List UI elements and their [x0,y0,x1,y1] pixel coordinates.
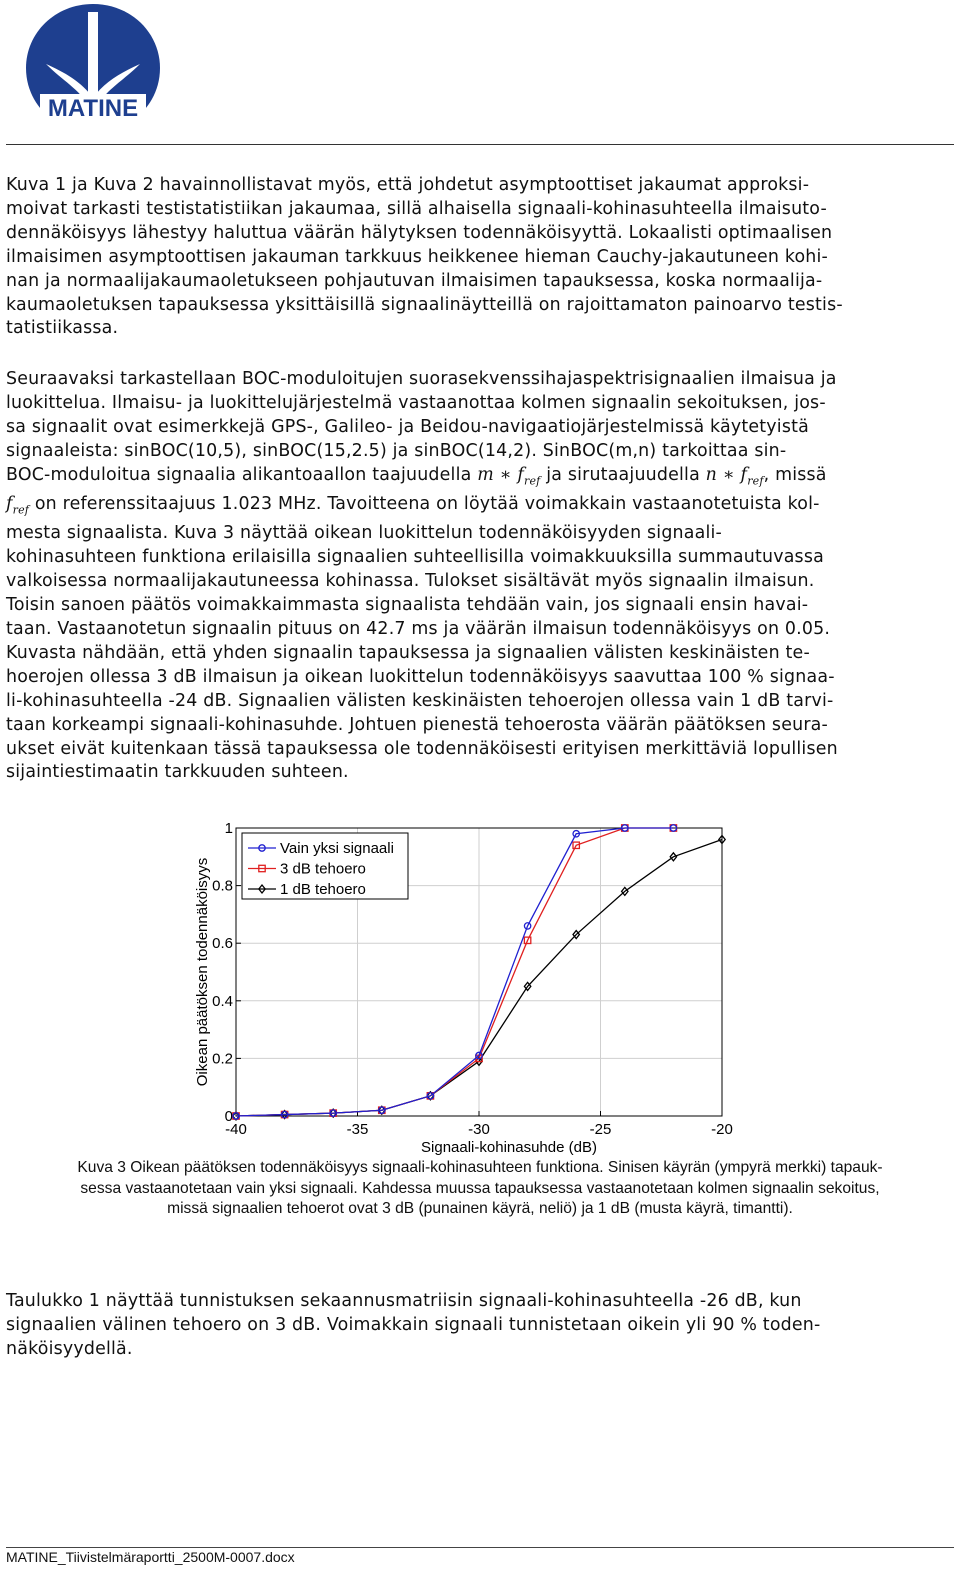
math-base: n ∗ f [705,464,748,485]
y-tick-label: 0.2 [212,1050,233,1068]
x-tick-label: -35 [346,1121,369,1138]
legend-label: 3 dB tehoero [280,860,366,878]
y-tick-label: 0 [224,1108,233,1125]
math-m-fref [477,464,541,488]
text-line: moivat tarkasti testistatistiikan jakaumaa, sillä alhaisella signaali-kohinasuhteella ilmaisuto- [6,198,827,219]
text-line: kohinasuhteen funktiona erilaisilla signaalien suhteellisilla voimakkuuksilla summautuvassa [6,547,824,568]
text-line: nan ja normaalijakaumaoletukseen pohjautuvan ilmaisimen tapauksessa, koska normaalija- [6,270,823,291]
legend-label: Vain yksi signaali [280,840,394,857]
figure-caption [10,1158,950,1220]
footer-filename: MATINE_Tiivistelmäraportti_2500M-0007.docx [6,1549,295,1565]
text-line: sa signaalit ovat esimerkkejä GPS-, Galileo- ja Beidou-navigaatiojärjestelmissä käytetyistä [6,416,809,437]
text-line: luokittelua. Ilmaisu- ja luokittelujärjestelmä vastaanottaa kolmen signaalin sekoituksen, jos- [6,392,826,413]
text-line: ilmaisimen asymptoottisen jakauman tarkkuus heikkenee hieman Cauchy-jakautuneen kohi- [6,246,829,267]
text-line: signaalien välinen tehoero on 3 dB. Voimakkain signaali tunnistetaan oikein yli 90 % toden- [6,1314,821,1335]
text-line-with-math [6,493,938,522]
text-line: Toisin sanoen päätös voimakkaimmasta signaalista tehdään vain, jos signaali ensin havai- [6,595,809,616]
text-segment: , missä [763,464,827,485]
caption-line: missä signaalien tehoerot ovat 3 dB (punainen käyrä, neliö) ja 1 dB (musta käyrä, timantti). [167,1200,793,1217]
text-line: tatistiikassa. [6,318,119,339]
y-tick-label: 1 [224,820,233,837]
x-tick-label: -40 [225,1121,247,1138]
caption-line: Kuva 3 Oikean päätöksen todennäköisyys signaali-kohinasuhteen funktiona. Sinisen käyrän (ympyrä merkki) tapauk- [77,1159,883,1176]
text-line: li-kohinasuhteella -24 dB. Signaalien välisten keskinäisten tehoerojen ollessa vain 1 dB tarvi- [6,690,834,711]
caption-line: sessa vastaanotetaan vain yksi signaali. Kahdessa muussa tapauksessa vastaanotetaan kolmen signaalin sekoitus, [80,1179,880,1197]
x-tick-label: -30 [468,1121,490,1138]
text-segment: BOC-moduloitua signaalia alikantoaallon taajuudella [6,464,478,485]
text-line: Taulukko 1 näyttää tunnistuksen sekaannusmatriisin signaali-kohinasuhteella -26 dB, kun [6,1291,802,1311]
x-tick-label: -25 [589,1121,612,1138]
text-line: näköisyydellä. [6,1338,133,1359]
text-line: kaumaoletuksen tapauksessa yksittäisillä signaalinäytteillä on rajoittamaton painoarvo testis- [6,294,843,315]
text-line: Kuva 1 ja Kuva 2 havainnollistavat myös, että johdetut asymptoottiset jakaumat approksi- [6,175,810,195]
matine-logo [24,2,162,120]
logo-text: MATINE [47,95,139,120]
text-line-with-math [6,464,938,493]
text-line: valkoisessa normaalijakautuneessa kohinassa. Tulokset sisältävät myös signaalin ilmaisun. [6,571,815,592]
text-segment: ja sirutaajuudella [540,464,706,485]
text-line: taan. Vastaanotetun signaalin pituus on 42.7 ms ja väärän ilmaisun todennäköisyys on 0.05. [6,619,831,639]
math-base: m ∗ f [477,464,525,485]
math-subscript: ref [524,474,541,488]
y-tick-label: 0.8 [212,877,233,895]
text-line: dennäköisyys lähestyy haluttua väärän hälytyksen todennäköisyyttä. Lokaalisti optimaalisen [6,222,833,243]
math-n-fref [705,464,764,488]
text-segment: on referenssitaajuus 1.023 MHz. Tavoitteena on löytää voimakkain vastaanotetuista kol- [29,494,820,514]
x-tick-label: -20 [711,1121,733,1138]
text-line: hoerojen ollessa 3 dB ilmaisun ja oikean luokittelun todennäköisyys saavuttaa 100 % signaa- [6,666,835,687]
legend-label: 1 dB tehoero [280,881,366,898]
paragraph-1 [6,174,938,341]
y-axis-label: Oikean päätöksen todennäköisyys [194,857,211,1087]
y-tick-label: 0.6 [212,935,233,953]
text-line: taan korkeampi signaali-kohinasuhde. Johtuen pienestä tehoerosta väärän päätöksen seura- [6,714,829,735]
text-line: Kuvasta nähdään, että yhden signaalin tapauksessa ja signaalien välisten keskinäisten te- [6,642,810,663]
text-line: Seuraavaksi tarkastellaan BOC-moduloitujen suorasekvenssihajaspektrisignaalien ilmaisua ja [6,369,837,389]
math-subscript: ref [12,503,30,517]
text-line: ukset eivät kuitenkaan tässä tapauksessa ole todennäköisesti erityisen merkittäviä lopullisen [6,738,838,759]
x-axis-label: Signaali-kohinasuhde (dB) [421,1139,597,1156]
math-base: f [6,494,13,514]
header-divider [6,144,954,145]
y-tick-label: 0.4 [212,992,233,1010]
math-fref [6,494,30,517]
text-line: signaaleista: sinBOC(10,5), sinBOC(15,2.5) ja sinBOC(14,2). SinBOC(m,n) tarkoittaa sin- [6,440,787,461]
footer-divider [6,1547,954,1548]
chart-legend [242,833,408,899]
text-line: mesta signaalista. Kuva 3 näyttää oikean luokittelun todennäköisyyden signaali- [6,523,723,544]
paragraph-2 [6,368,938,785]
text-line: sijaintiestimaatin tarkkuuden suhteen. [6,762,349,783]
math-subscript: ref [747,474,764,488]
paragraph-3 [6,1290,938,1362]
probability-chart [180,816,750,1161]
